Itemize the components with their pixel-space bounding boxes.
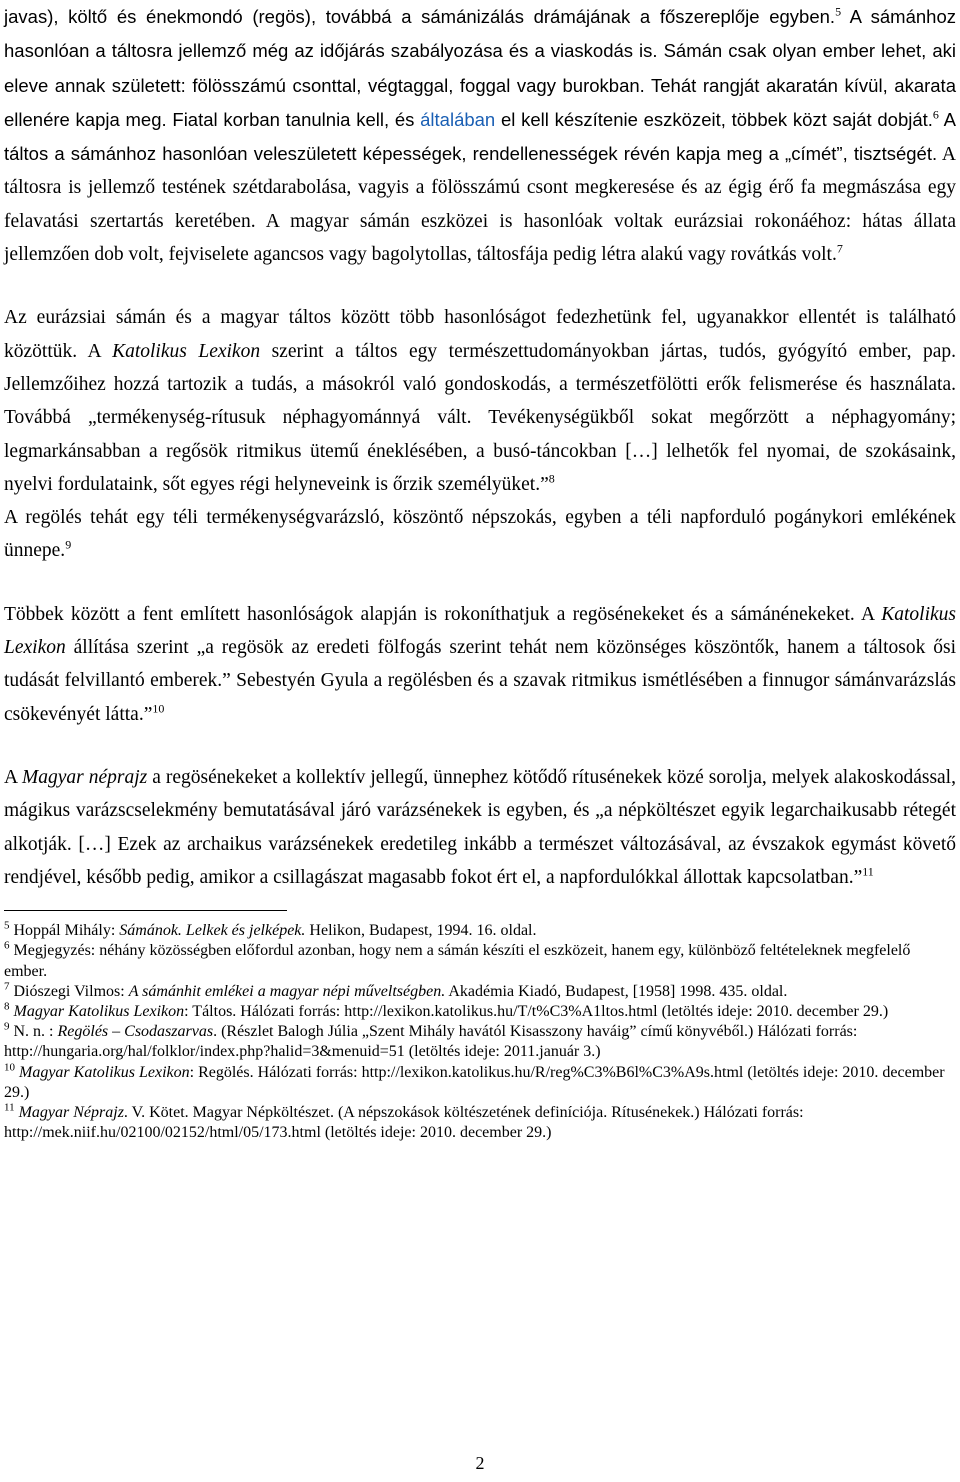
footnote-italic: Sámánok. Lelkek és jelképek. <box>119 922 306 940</box>
footnote-10 <box>4 1063 956 1103</box>
footnote-number: 8 <box>4 1000 10 1013</box>
footnote-text: : Regölés. Hálózati forrás: http://lexikon.katolikus.hu/R/reg%C3%B6l%C3%A9s.html (letöltés ideje: 2010. december 29.) <box>4 1063 945 1101</box>
footnote-ref-8[interactable]: 8 <box>548 471 555 486</box>
page-number: 2 <box>475 1453 485 1473</box>
paragraph-text: szerint a táltos egy természettudományokban jártas, tudós, gyógyító ember, pap. Jellemzőihez hozzá tartozik a tudás, a másokról való gondoskodás, a természetfölötti erők felismerése és használata. Továbbá „termékenység-rítusuk néphagyománnyá vált. Tevékenységükből sokat megőrzött a néphagyomány; legmarkánsabban a regősök ritmikus ütemű éneklésében, a busó-táncokban […] lelhetők fel nyomai, de szokásaink, nyelvi fordulataink, sőt egyes régi helyneveink is őrzik személyüket.” <box>4 340 956 495</box>
paragraph-shaman-traits <box>4 0 956 271</box>
footnote-6 <box>4 941 956 981</box>
paragraph-regoles <box>4 501 956 568</box>
paragraph-text: Az eurázsiai sámán és a magyar táltos között több hasonlóságot fedezhetünk fel, ugyanakkor ellentét is található közöttük. A <box>4 307 956 362</box>
footnote-separator <box>4 910 287 911</box>
footnote-9 <box>4 1022 956 1062</box>
italic-title: Katolikus Lexikon <box>112 340 261 362</box>
footnote-ref-6[interactable]: 6 <box>932 107 939 122</box>
paragraph-comparison <box>4 301 956 501</box>
footnote-number: 6 <box>4 940 10 952</box>
paragraph-text: A <box>4 766 22 788</box>
footnotes-section <box>4 921 956 1143</box>
footnote-number: 5 <box>4 919 10 932</box>
document-page <box>4 0 956 1143</box>
paragraph-similarities <box>4 598 956 731</box>
footnote-text: Akadémia Kiadó, Budapest, [1958] 1998. 435. oldal. <box>445 982 788 1000</box>
footnote-italic: Magyar Katolikus Lexikon <box>9 1002 185 1020</box>
footnote-italic: A sámánhit emlékei a magyar népi műveltségben. <box>128 982 446 1000</box>
footnote-number: 9 <box>4 1020 10 1033</box>
footnote-text: Megjegyzés: néhány közösségben előfordul azonban, hogy nem a sámán készíti el eszközeit, hanem egy, különböző feltételeknek megfelelő ember. <box>4 942 911 980</box>
footnote-text: N. n. : <box>9 1023 58 1041</box>
paragraph-text: el kell készítenie eszközeit, többek közt saját dobját. <box>495 108 933 130</box>
italic-title: Magyar néprajz <box>22 766 148 788</box>
footnote-5 <box>4 921 956 941</box>
footnote-number: 11 <box>4 1101 15 1114</box>
footnote-text: : Táltos. Hálózati forrás: http://lexikon.katolikus.hu/T/t%C3%A1ltos.html (letöltés ideje: 2010. december 29.) <box>184 1002 889 1020</box>
footnote-number: 10 <box>4 1061 15 1074</box>
paragraph-text: A sámánhoz hasonlóan a táltosra jellemző még az időjárás szabályozása és a viaskodás is. Sámán csak olyan ember lehet, aki eleve annak született: fölösszámú csonttal, végtaggal, foggal vagy burokban. Tehát rangját akaratán kívül, akarata ellenére kapja meg. Fiatal korban tanulnia kell, és <box>4 6 956 130</box>
footnote-11 <box>4 1103 956 1143</box>
paragraph-text: A táltos a sámánhoz hasonlóan veleszületett képességek, rendellenességek révén kapja meg a „címét”, tisztségét. <box>4 108 956 165</box>
footnote-ref-7[interactable]: 7 <box>836 241 843 256</box>
footnote-text: . (Részlet Balogh Júlia „Szent Mihály havától Kisasszony haváig” című könyvéből.) Hálózati forrás: http://hungaria.org/hal/folklor/index.php?halid=3&menuid=51 (letöltés ideje: 2011.január 3.) <box>4 1023 858 1061</box>
paragraph-text: javas), költő és énekmondó (regös), továbbá a sámánizálás drámájának a főszereplője egyben. <box>4 6 836 27</box>
highlighted-link-word[interactable]: általában <box>420 108 496 130</box>
paragraph-neprajz <box>4 761 956 894</box>
footnote-7 <box>4 982 956 1002</box>
footnote-8 <box>4 1002 956 1022</box>
paragraph-text: A táltosra is jellemző testének szétdarabolása, vagyis a fölösszámú csont megkeresése és az égig érő fa megmászása egy felavatási szertartás keretében. A magyar sámán eszközei is hasonlóak voltak eurázsiai rokonáéhoz: hátas állata jellemzően dob volt, fejviselete agancsos vagy bagolytollas, táltosfája pedig létra alakú vagy rovátkás volt. <box>4 144 956 266</box>
paragraph-text: Többek között a fent említett hasonlóságok alapján is rokoníthatjuk a regösénekeket és a sámánénekeket. A <box>4 603 882 625</box>
footnote-italic: Regölés – Csodaszarvas <box>57 1023 214 1041</box>
footnote-italic: Magyar Néprajz <box>14 1103 124 1121</box>
footnote-ref-5[interactable]: 5 <box>835 4 842 19</box>
paragraph-text: A regölés tehát egy téli termékenységvarázsló, köszöntő népszokás, egyben a téli napforduló pogánykori emlékének ünnepe. <box>4 507 956 562</box>
footnote-text: . V. Kötet. Magyar Népköltészet. (A népszokások költészetének definíciója. Rítusénekek.) Hálózati forrás: http://mek.niif.hu/02100/02152/html/05/173.html (letöltés ideje: 2010. december 29.) <box>4 1103 804 1142</box>
footnote-text: Diószegi Vilmos: <box>9 982 129 1000</box>
paragraph-text: a regösénekeket a kollektív jellegű, ünnephez kötődő rítusénekek közé sorolja, melyek alakoskodással, mágikus varázscselekmény bemutatásával járó varázsénekek is egyben, és „a népköltészet egyik legarchaikusabb rétegét alkotják. […] Ezek az archaikus varázsénekek eredetileg inkább a természet változásával, az évszakok egymást követő rendjével, később pedig, amikor a csillagászat magasabb fokot ért el, a napfordulókkal állottak kapcsolatban.” <box>4 766 956 888</box>
footnote-ref-9[interactable]: 9 <box>65 537 72 552</box>
footnote-italic: Magyar Katolikus Lexikon <box>15 1063 190 1081</box>
paragraph-text: állítása szerint „a regösök az eredeti fölfogás szerint tehát nem közönséges köszöntők, hanem a táltosok ősi tudását felvillantó emberek.” Sebestyén Gyula a regölésben és a szavak ritmikus ismétlésében a finnugor sámánvarázslás csökevényét látta.” <box>4 637 956 725</box>
footnote-ref-10[interactable]: 10 <box>152 701 165 716</box>
footnote-text: Hoppál Mihály: <box>9 922 120 940</box>
footnote-number: 7 <box>4 980 10 993</box>
footnote-ref-11[interactable]: 11 <box>862 864 874 879</box>
footnote-text: Helikon, Budapest, 1994. 16. oldal. <box>305 922 537 940</box>
italic-title: Katolikus Lexikon <box>4 603 956 659</box>
